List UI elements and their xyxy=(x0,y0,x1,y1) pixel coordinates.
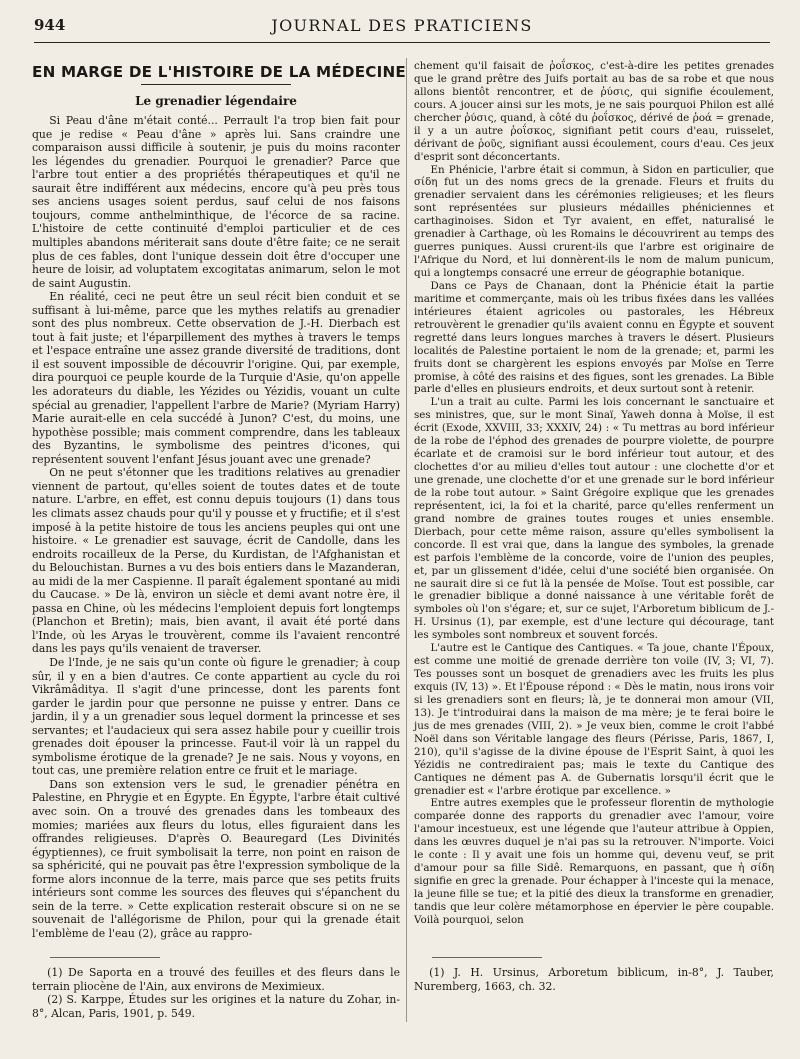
paragraph: L'un a trait au culte. Parmi les lois concernant le sanctuaire et ses ministres, que, sur le mont Sinaï, Yaweh donna à Moïse, il est écrit (Exode, XXVIII, 33; XXXIV, 24) : « Tu mettras au bord inférieur de la robe de l'éphod des grenades de pourpre violette, de pourpre écarlate et de cramoisi sur le bord inférieur tout autour, et des clochettes d'or au milieu d'elles tout autour : une clochette d'or et une grenade, une clochette d'or et une grenade sur le bord inférieur de la robe tout autour. » Saint Grégoire explique que les grenades représentent, ici, la foi et la charité, parce qu'elles renferment un grand nombre de graines toutes rouges et unies ensemble. Dierbach, pour cette même raison, assure qu'elles symbolisent la concorde. Il est vrai que, dans la langue des symboles, la grenade est parfois l'emblème de la concorde, voire de l'union des peuples, et, par un glissement d'idée, celui d'une société bien organisée. On ne saurait dire si ce fut là la pensée de Moïse. Tout est possible, car le grenadier biblique a donné naissance à une véritable forêt de symboles où l'on s'égare; et, sur ce sujet, l'Arboretum biblicum de J.-H. Ursinus (1), par exemple, est d'une lecture qui décourage, tant les symboles sont nombreux et souvent forcés. xyxy=(414,396,774,642)
page-header xyxy=(34,14,770,43)
footnote-rule xyxy=(432,957,542,958)
footnote: (2) S. Karppe, Études sur les origines et la nature du Zohar, in-8°, Alcan, Paris, 1901, p. 549. xyxy=(32,993,400,1020)
section-title: EN MARGE DE L'HISTOIRE DE LA MÉDECINE xyxy=(32,63,406,81)
paragraph: Dans son extension vers le sud, le grenadier pénétra en Palestine, en Phrygie et en Égypte. En Égypte, l'arbre était cultivé avec soin. On a trouvé des grenades dans les tombeaux des momies; mariées aux fleurs du lotus, elles figuraient dans les offrandes religieuses. D'après O. Beauregard (Les Divinités égyptiennes), ce fruit symbolisait la terre, non point en raison de sa sphéricité, qui ne pouvait pas être l'expression symbolique de la forme alors inconnue de la terre, mais parce que ses petits fruits intérieurs sont comme les sources des fleuves qui s'épanchent du sein de la terre. » Cette explication resterait obscure si on ne se souvenait de l'allégorisme de Philon, pour qui la grenade était l'emblème de l'eau (2), grâce au rappro- xyxy=(32,777,400,940)
right-column xyxy=(414,60,774,927)
journal-title: JOURNAL DES PRATICIENS xyxy=(271,16,533,35)
paragraph: Dans ce Pays de Chanaan, dont la Phénicie était la partie maritime et commerçante, mais où les tribus fixées dans les vallées intérieures étaient agricoles ou pastorales, les Hébreux retrouvèrent le grenadier qu'ils avaient connu en Égypte et souvent regretté dans leurs longues marches à travers le désert. Plusieurs localités de Palestine portaient le nom de la grenade; et, parmi les fruits dont se chargèrent les espions envoyés par Moïse en Terre promise, à côté des raisins et des figues, sont les grenades. La Bible parle d'elles en plusieurs endroits, et deux surtout sont à retenir. xyxy=(414,279,774,396)
paragraph: Si Peau d'âne m'était conté... Perrault l'a trop bien fait pour que je redise « Peau d'âne » après lui. Sans craindre une comparaison aussi difficile à soutenir, je puis du moins raconter les légendes du grenadier. Pourquoi le grenadier? Parce que l'arbre tout entier a des propriétés thérapeutiques et qu'il ne saurait être indifférent aux médecins, encore qu'à peu près tous ses anciens usages soient perdus, sauf celui de nos faisons toujours, comme anthelminthique, de l'écorce de sa racine. L'histoire de cette continuité d'emploi particulier et de ces multiples abandons mériterait sans doute d'être faite; ce ne serait plus de ces fables, dont l'unique dessein doit être d'occuper une heure de loisir, ad voluptatem excogitatas animarum, selon le mot de saint Augustin. xyxy=(32,114,400,290)
footnotes-left xyxy=(32,966,400,1020)
footnotes-right xyxy=(414,966,774,993)
paragraph: Entre autres exemples que le professeur florentin de mythologie comparée donne des rapports du grenadier avec l'amour, voire l'amour incestueux, est une légende que l'auteur attribue à Oppien, dans les œuvres duquel je n'ai pas su la retrouver. N'importe. Voici le conte : Il y avait une fois un homme qui, devenu veuf, se prit d'amour pour sa fille Sidê. Remarquons, en passant, que ἡ σίδη signifie en grec la grenade. Pour échapper à l'inceste qui la menace, la jeune fille se tue; et la pitié des dieux la transforme en grenadier, tandis que leur colère métamorphose en épervier le père coupable. Voilà pourquoi, selon xyxy=(414,797,774,926)
paragraph: chement qu'il faisait de ῥοΐσκος, c'est-à-dire les petites grenades que le grand prêtre des Juifs portait au bas de sa robe et que nous allons bientôt rencontrer, et de ῥύσις, qui signifie écoulement, cours. A joucer ainsi sur les mots, je ne sais pourquoi Philon est allé chercher ῥύσις, quand, à côté du ῥοΐσκος, dérivé de ῥοά = grenade, il y a un autre ῥοΐσκος, signifiant petit cours d'eau, ruisselet, dérivant de ῥοῦς, signifiant aussi écoulement, cours d'eau. Ces jeux d'esprit sont déconcertants. xyxy=(414,60,774,163)
paragraph: L'autre est le Cantique des Cantiques. « Ta joue, chante l'Époux, est comme une moitié de grenade derrière ton voile (IV, 3; VI, 7). Tes pousses sont un bosquet de grenadiers avec les fruits les plus exquis (IV, 13) ». Et l'Épouse répond : « Dès le matin, nous irons voir si les grenadiers sont en fleurs; là, je te donnerai mon amour (VII, 13). Je t'introduirai dans la maison de ma mère; je te ferai boire le jus de mes grenades (VIII, 2). » Je veux bien, comme le croit l'abbé Noël dans son Véritable langage des fleurs (Périsse, Paris, 1867, I, 210), qu'il s'agisse de la divine épouse de l'Esprit Saint, à quoi les Yézidis ne contrediraient pas; mais le texte du Cantique des Cantiques ne dément pas A. de Gubernatis lorsqu'il écrit que le grenadier est « l'arbre érotique par excellence. » xyxy=(414,642,774,797)
footnote: (1) J. H. Ursinus, Arboretum biblicum, in-8°, J. Tauber, Nuremberg, 1663, ch. 32. xyxy=(414,966,774,993)
paragraph: On ne peut s'étonner que les traditions relatives au grenadier viennent de partout, qu'elles soient de toutes dates et de toute nature. L'arbre, en effet, est connu depuis toujours (1) dans tous les climats assez chauds pour qu'il y pousse et y fructifie; et il s'est imposé à la petite histoire de tous les anciens peuples qui ont une histoire. « Le grenadier est sauvage, écrit de Candolle, dans les endroits rocailleux de la Perse, du Kurdistan, de l'Afghanistan et du Belouchistan. Burnes a vu des bois entiers dans le Mazanderan, au midi de la mer Caspienne. Il paraît également spontané au midi du Caucase. » De là, environ un siècle et demi avant notre ère, il passa en Chine, où les médecins l'emploient depuis fort longtemps (Planchon et Bretin); mais, bien avant, il avait été porté dans l'Inde, où les Aryas le trouvèrent, comme ils l'avaient rencontré dans les pays qu'ils venaient de traverser. xyxy=(32,466,401,656)
footnote: (1) De Saporta en a trouvé des feuilles et des fleurs dans le terrain pliocène de l'Ain, aux environs de Meximieux. xyxy=(32,966,400,993)
title-rule xyxy=(141,84,291,85)
page-number: 944 xyxy=(34,16,66,34)
paragraph: En Phénicie, l'arbre était si commun, à Sidon en particulier, que σίδη fut un des noms grecs de la grenade. Fleurs et fruits du grenadier servaient dans les cérémonies religieuses; et les fleurs sont représentées sur plusieurs médailles phéniciennes et carthaginoises. Sidon et Tyr avaient, en effet, naturalisé le grenadier à Carthage, où les Romains le découvrirent au temps des guerres puniques. Aussi crurent-ils que l'arbre est originaire de l'Afrique du Nord, et lui donnèrent-ils le nom de malum punicum, qui a longtemps consacré une erreur de géographie botanique. xyxy=(414,163,774,279)
footnote-rule xyxy=(50,957,160,958)
left-column xyxy=(32,60,406,940)
paragraph: De l'Inde, je ne sais qu'un conte où figure le grenadier; à coup sûr, il y en a bien d'autres. Ce conte appartient au cycle du roi Vikrâmâditya. Il s'agit d'une princesse, dont les parents font garder le jardin pour que personne ne puisse y entrer. Dans ce jardin, il y a un grenadier sous lequel dorment la princesse et ses servantes; et l'audacieux qui sera assez habile pour y cueillir trois grenades doit épouser la princesse. Faut-il voir là un rappel du symbolisme érotique de la grenade? Je ne sais. Nous y voyons, en tout cas, une première relation entre ce fruit et le mariage. xyxy=(32,655,400,778)
article-title: Le grenadier légendaire xyxy=(135,93,297,108)
paragraph: En réalité, ceci ne peut être un seul récit bien conduit et se suffisant à lui-même, parce que les mythes relatifs au grenadier sont des plus nombreux. Cette observation de J.-H. Dierbach est tout à fait juste; et l'éparpillement des mythes à travers le temps et l'espace entraîne une assez grande diversité de traditions, dont il est souvent impossible de découvrir l'origine. Qui, par exemple, dira pourquoi ce peuple kourde de la Turquie d'Asie, qu'on appelle les adorateurs du diable, les Yézides ou Yézidis, vouant un culte spécial au grenadier, l'appellent l'arbre de Marie? (Myriam Harry) Marie aurait-elle en cela succédé à Junon? C'est, du moins, une hypothèse possible; mais comment comprendre, dans les tableaux des Byzantins, le symbolisme des peintres d'icones, qui représentent souvent l'enfant Jésus jouant avec une grenade? xyxy=(32,290,400,466)
column-divider xyxy=(406,58,407,1022)
